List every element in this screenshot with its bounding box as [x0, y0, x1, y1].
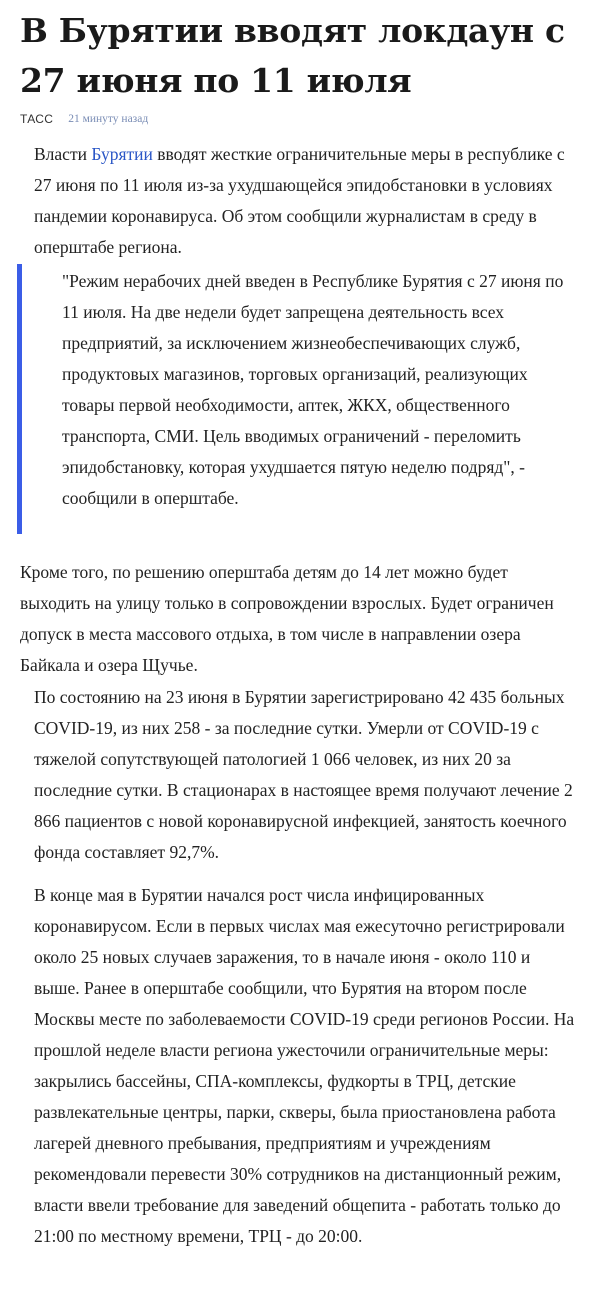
source-name: ТАСС: [20, 112, 54, 126]
article-meta: [20, 110, 148, 128]
quote-text: "Режим нерабочих дней введен в Республике Бурятия с 27 июня по 11 июля. На две недели будет запрещена деятельность всех предприятий, за исключением жизнеобеспечивающих служб, продуктовых магазинов, торговых организаций, реализующих товары первой необходимости, аптек, ЖКХ, общественного транспорта, СМИ. Цель вводимых ограничений - переломить эпидобстановку, которая ухудшается пятую неделю подряд", - сообщили в оперштабе.: [62, 271, 564, 508]
paragraph-intro: [34, 139, 574, 263]
blockquote: [17, 264, 577, 536]
publish-time: 21 минуту назад: [68, 113, 149, 125]
buryatia-link[interactable]: Бурятии: [91, 144, 153, 164]
quote-bar: [17, 264, 22, 534]
paragraph-children-restrictions: Кроме того, по решению оперштаба детям до 14 лет можно будет выходить на улицу только в сопровождении взрослых. Будет ограничен допуск в места массового отдыха, в том числе в направлении озера Байкала и озера Щучье.: [20, 562, 554, 675]
paragraph-intro-start: Власти: [34, 144, 92, 164]
paragraph-intro-rest: вводят жесткие ограничительные меры в республике с 27 июня по 11 июля из-за ухудшающейся эпидобстановки в условиях пандемии коронавируса. Об этом сообщили журналистам в среду в оперштабе региона.: [34, 144, 565, 257]
article-headline: В Бурятии вводят локдаун с 27 июня по 11 июля: [20, 11, 565, 100]
paragraph-background: В конце мая в Бурятии начался рост числа инфицированных коронавирусом. Если в первых числах мая ежесуточно регистрировали около 25 новых случаев заражения, то в начале июня - около 110 и выше. Ранее в оперштабе сообщили, что Бурятия на втором после Москвы месте по заболеваемости COVID-19 среди регионов России. На прошлой неделе власти региона ужесточили ограничительные меры: закрылись бассейны, СПА-комплексы, фудкорты в ТРЦ, детские развлекательные центры, парки, скверы, была приостановлена работа лагерей дневного пребывания, предприятиям и учреждениям рекомендовали перевести 30% сотрудников на дистанционный режим, власти ввели требование для заведений общепита - работать только до 21:00 по местному времени, ТРЦ - до 20:00.: [34, 885, 575, 1246]
paragraph-statistics: По состоянию на 23 июня в Бурятии зарегистрировано 42 435 больных COVID-19, из них 258 - за последние сутки. Умерли от COVID-19 с тяжелой сопутствующей патологией 1 066 человек, из них 20 за последние сутки. В стационарах в настоящее время получают лечение 2 866 пациентов с новой коронавирусной инфекцией, занятость коечного фонда составляет 92,7%.: [34, 687, 573, 862]
